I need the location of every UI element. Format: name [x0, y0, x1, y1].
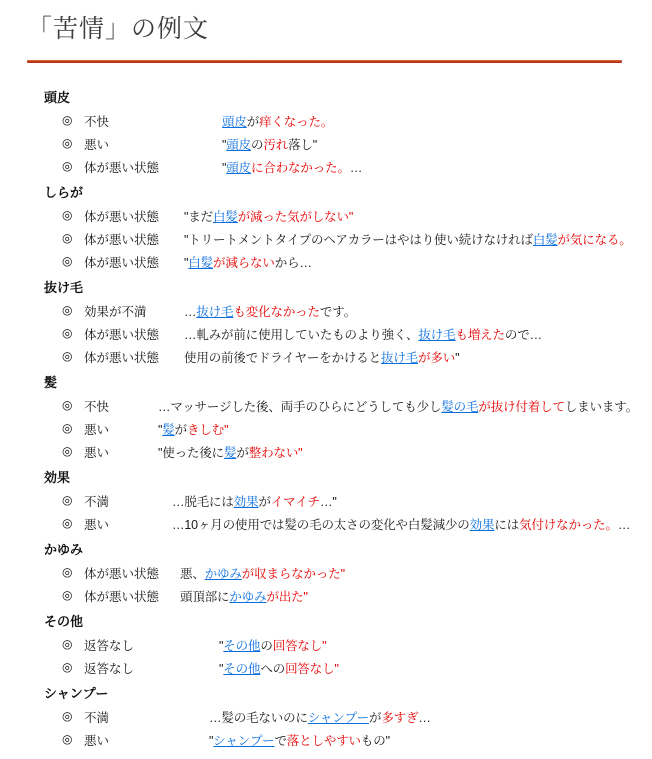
- example-row: [0, 109, 652, 132]
- bullseye-bullet-icon: ◎: [62, 637, 73, 651]
- keyword-link[interactable]: 髪の毛: [441, 399, 479, 414]
- example-text: [222, 158, 362, 176]
- keyword-link[interactable]: 髪: [162, 422, 175, 437]
- keyword-link[interactable]: かゆみ: [204, 566, 242, 581]
- plain-text: 落し": [288, 137, 318, 152]
- keyword-link[interactable]: 抜け毛: [196, 304, 234, 319]
- highlight-text: が多い: [418, 350, 456, 365]
- example-row: [0, 250, 652, 273]
- plain-text: の: [251, 137, 264, 152]
- plain-text: ": [222, 137, 227, 152]
- bullseye-bullet-icon: ◎: [62, 421, 73, 435]
- example-text: [172, 515, 630, 533]
- complaint-type-label: 返答なし: [84, 661, 135, 676]
- plain-text: "使った後に: [158, 445, 225, 460]
- highlight-text: が収まらなかった": [241, 566, 345, 581]
- plain-text: …脱毛には: [172, 494, 234, 509]
- category-section: [0, 539, 652, 607]
- plain-text: しまいます。: [564, 399, 638, 414]
- bullseye-bullet-icon: ◎: [62, 349, 73, 363]
- complaint-type-label: 体が悪い状態: [84, 327, 160, 342]
- highlight-text: きしむ": [187, 422, 229, 437]
- category-heading: 髪: [44, 375, 58, 390]
- category-section: [0, 467, 652, 535]
- example-row: [0, 489, 652, 512]
- complaint-type-label: 体が悪い状態: [84, 232, 160, 247]
- complaint-type-label: 体が悪い状態: [84, 160, 160, 175]
- complaint-type-label: 不快: [84, 399, 110, 414]
- plain-text: の: [260, 638, 273, 653]
- complaint-type-label: 返答なし: [84, 638, 135, 653]
- keyword-link[interactable]: かゆみ: [229, 589, 267, 604]
- complaint-type-label: 体が悪い状態: [84, 255, 160, 270]
- plain-text: が: [236, 445, 249, 460]
- bullseye-bullet-icon: ◎: [62, 660, 73, 674]
- plain-text: ": [219, 638, 224, 653]
- example-text: [222, 112, 333, 130]
- complaint-type-label: 悪い: [84, 422, 110, 437]
- keyword-link[interactable]: シャンプー: [213, 733, 275, 748]
- highlight-text: イマイチ: [270, 494, 320, 509]
- example-text: [172, 492, 337, 510]
- complaint-type-label: 効果が不満: [84, 304, 147, 319]
- complaint-type-label: 不快: [84, 114, 110, 129]
- category-heading: しらが: [44, 185, 84, 200]
- plain-text: …髪の毛ないのに: [209, 710, 308, 725]
- example-text: [184, 302, 356, 320]
- category-section: [0, 372, 652, 463]
- example-text: [184, 325, 542, 343]
- keyword-link[interactable]: 白髪: [213, 209, 238, 224]
- plain-text: …": [319, 494, 337, 509]
- plain-text: 頭頂部に: [180, 589, 230, 604]
- highlight-text: 気付けなかった。: [519, 517, 618, 532]
- plain-text: …: [349, 160, 363, 175]
- example-text: [158, 397, 638, 415]
- example-text: [219, 636, 326, 654]
- example-row: [0, 633, 652, 656]
- example-text: [219, 659, 339, 677]
- category-section: [0, 87, 652, 178]
- category-section: [0, 277, 652, 368]
- plain-text: …軋みが前に使用していたものより強く、: [184, 327, 419, 342]
- bullseye-bullet-icon: ◎: [62, 231, 73, 245]
- category-heading: 頭皮: [44, 90, 71, 105]
- example-text: [158, 443, 302, 461]
- example-row: [0, 345, 652, 368]
- plain-text: が: [258, 494, 271, 509]
- highlight-text: が抜け付着して: [478, 399, 565, 414]
- plain-text: ": [219, 661, 224, 676]
- highlight-text: が気になる。: [557, 232, 632, 247]
- highlight-text: 落としやすい: [286, 733, 361, 748]
- bullseye-bullet-icon: ◎: [62, 516, 73, 530]
- bullseye-bullet-icon: ◎: [62, 493, 73, 507]
- plain-text: …マッサージした後、両手のひらにどうしても少し: [158, 399, 442, 414]
- category-heading: 効果: [44, 470, 71, 485]
- examples-list: [0, 87, 652, 751]
- keyword-link[interactable]: 効果: [233, 494, 259, 509]
- plain-text: への: [260, 661, 286, 676]
- highlight-text: も変化なかった: [233, 304, 320, 319]
- category-heading: シャンプー: [44, 686, 109, 701]
- example-text: [184, 253, 312, 271]
- category-heading: かゆみ: [44, 542, 84, 557]
- complaint-type-label: 体が悪い状態: [84, 566, 160, 581]
- example-row: [0, 728, 652, 751]
- plain-text: が: [368, 710, 382, 725]
- plain-text: …: [184, 304, 197, 319]
- example-text: [209, 708, 431, 726]
- plain-text: から…: [274, 255, 312, 270]
- keyword-link[interactable]: 髪: [224, 445, 237, 460]
- category-section: [0, 683, 652, 751]
- plain-text: ": [158, 422, 163, 437]
- highlight-text: が減った気がしない": [237, 209, 354, 224]
- plain-text: ": [209, 733, 214, 748]
- highlight-text: が出た": [266, 589, 308, 604]
- complaint-type-label: 体が悪い状態: [84, 209, 160, 224]
- plain-text: ": [184, 255, 189, 270]
- highlight-text: 整わない": [248, 445, 303, 460]
- plain-text: ": [455, 350, 460, 365]
- complaint-type-label: 不満: [84, 494, 110, 509]
- category-heading: その他: [44, 614, 84, 629]
- example-row: [0, 299, 652, 322]
- complaint-type-label: 体が悪い状態: [84, 350, 160, 365]
- plain-text: "まだ: [184, 209, 213, 224]
- bullseye-bullet-icon: ◎: [62, 159, 73, 173]
- example-row: [0, 512, 652, 535]
- category-section: [0, 611, 652, 679]
- example-row: [0, 417, 652, 440]
- plain-text: …10ヶ月の使用では髪の毛の太さの変化や白髪減少の: [172, 517, 470, 532]
- example-row: [0, 204, 652, 227]
- highlight-text: 回答なし": [272, 638, 327, 653]
- example-text: [209, 731, 390, 749]
- bullseye-bullet-icon: ◎: [62, 732, 73, 746]
- keyword-link[interactable]: 頭皮: [226, 137, 251, 152]
- example-text: [184, 207, 353, 225]
- bullseye-bullet-icon: ◎: [62, 113, 73, 127]
- example-text: [184, 348, 459, 366]
- complaint-type-label: 悪い: [84, 517, 110, 532]
- keyword-link[interactable]: 抜け毛: [380, 350, 419, 365]
- keyword-link[interactable]: 頭皮: [226, 160, 251, 175]
- example-row: [0, 155, 652, 178]
- category-section: [0, 182, 652, 273]
- bullseye-bullet-icon: ◎: [62, 254, 73, 268]
- example-row: [0, 322, 652, 345]
- example-row: [0, 132, 652, 155]
- example-row: [0, 584, 652, 607]
- plain-text: ので…: [504, 327, 542, 342]
- example-text: [222, 135, 317, 153]
- plain-text: には: [494, 517, 520, 532]
- title-rule: [27, 60, 622, 63]
- plain-text: ": [222, 160, 227, 175]
- keyword-link[interactable]: その他: [223, 638, 261, 653]
- plain-text: 使用の前後でドライヤーをかけると: [184, 350, 381, 365]
- plain-text: で: [274, 733, 287, 748]
- highlight-text: 痒くなった。: [259, 114, 334, 129]
- complaint-type-label: 悪い: [84, 137, 110, 152]
- bullseye-bullet-icon: ◎: [62, 303, 73, 317]
- highlight-text: 多すぎ: [381, 710, 419, 725]
- bullseye-bullet-icon: ◎: [62, 709, 73, 723]
- example-text: [180, 587, 308, 605]
- highlight-text: が減らない: [213, 255, 275, 270]
- highlight-text: に合わなかった。: [251, 160, 350, 175]
- page-title: 「苦情」の例文: [27, 15, 210, 43]
- complaint-type-label: 不満: [84, 710, 110, 725]
- keyword-link[interactable]: 効果: [469, 517, 495, 532]
- bullseye-bullet-icon: ◎: [62, 136, 73, 150]
- complaint-type-label: 悪い: [84, 733, 110, 748]
- example-text: [158, 420, 228, 438]
- bullseye-bullet-icon: ◎: [62, 326, 73, 340]
- category-heading: 抜け毛: [44, 280, 84, 295]
- plain-text: 悪、: [180, 566, 205, 581]
- keyword-link[interactable]: 白髪: [188, 255, 213, 270]
- highlight-text: 汚れ: [263, 137, 289, 152]
- complaint-type-label: 体が悪い状態: [84, 589, 160, 604]
- bullseye-bullet-icon: ◎: [62, 398, 73, 412]
- plain-text: …: [617, 517, 631, 532]
- example-text: [180, 564, 345, 582]
- plain-text: です。: [319, 304, 356, 319]
- keyword-link[interactable]: 白髪: [532, 232, 558, 247]
- bullseye-bullet-icon: ◎: [62, 444, 73, 458]
- keyword-link[interactable]: 抜け毛: [418, 327, 456, 342]
- plain-text: が: [174, 422, 188, 437]
- highlight-text: 回答なし": [285, 661, 339, 676]
- highlight-text: も増えた: [455, 327, 505, 342]
- example-row: [0, 227, 652, 250]
- example-row: [0, 394, 652, 417]
- complaint-type-label: 悪い: [84, 445, 110, 460]
- example-text: [184, 230, 632, 248]
- example-row: [0, 440, 652, 463]
- example-row: [0, 561, 652, 584]
- keyword-link[interactable]: シャンプー: [307, 710, 369, 725]
- example-row: [0, 656, 652, 679]
- keyword-link[interactable]: 頭皮: [222, 114, 247, 129]
- bullseye-bullet-icon: ◎: [62, 208, 73, 222]
- plain-text: …: [418, 710, 431, 725]
- bullseye-bullet-icon: ◎: [62, 565, 73, 579]
- example-row: [0, 705, 652, 728]
- bullseye-bullet-icon: ◎: [62, 588, 73, 602]
- plain-text: が: [246, 114, 260, 129]
- plain-text: もの": [360, 733, 390, 748]
- plain-text: "トリートメントタイプのヘアカラーはやはり使い続けなければ: [184, 232, 533, 247]
- keyword-link[interactable]: その他: [223, 661, 261, 676]
